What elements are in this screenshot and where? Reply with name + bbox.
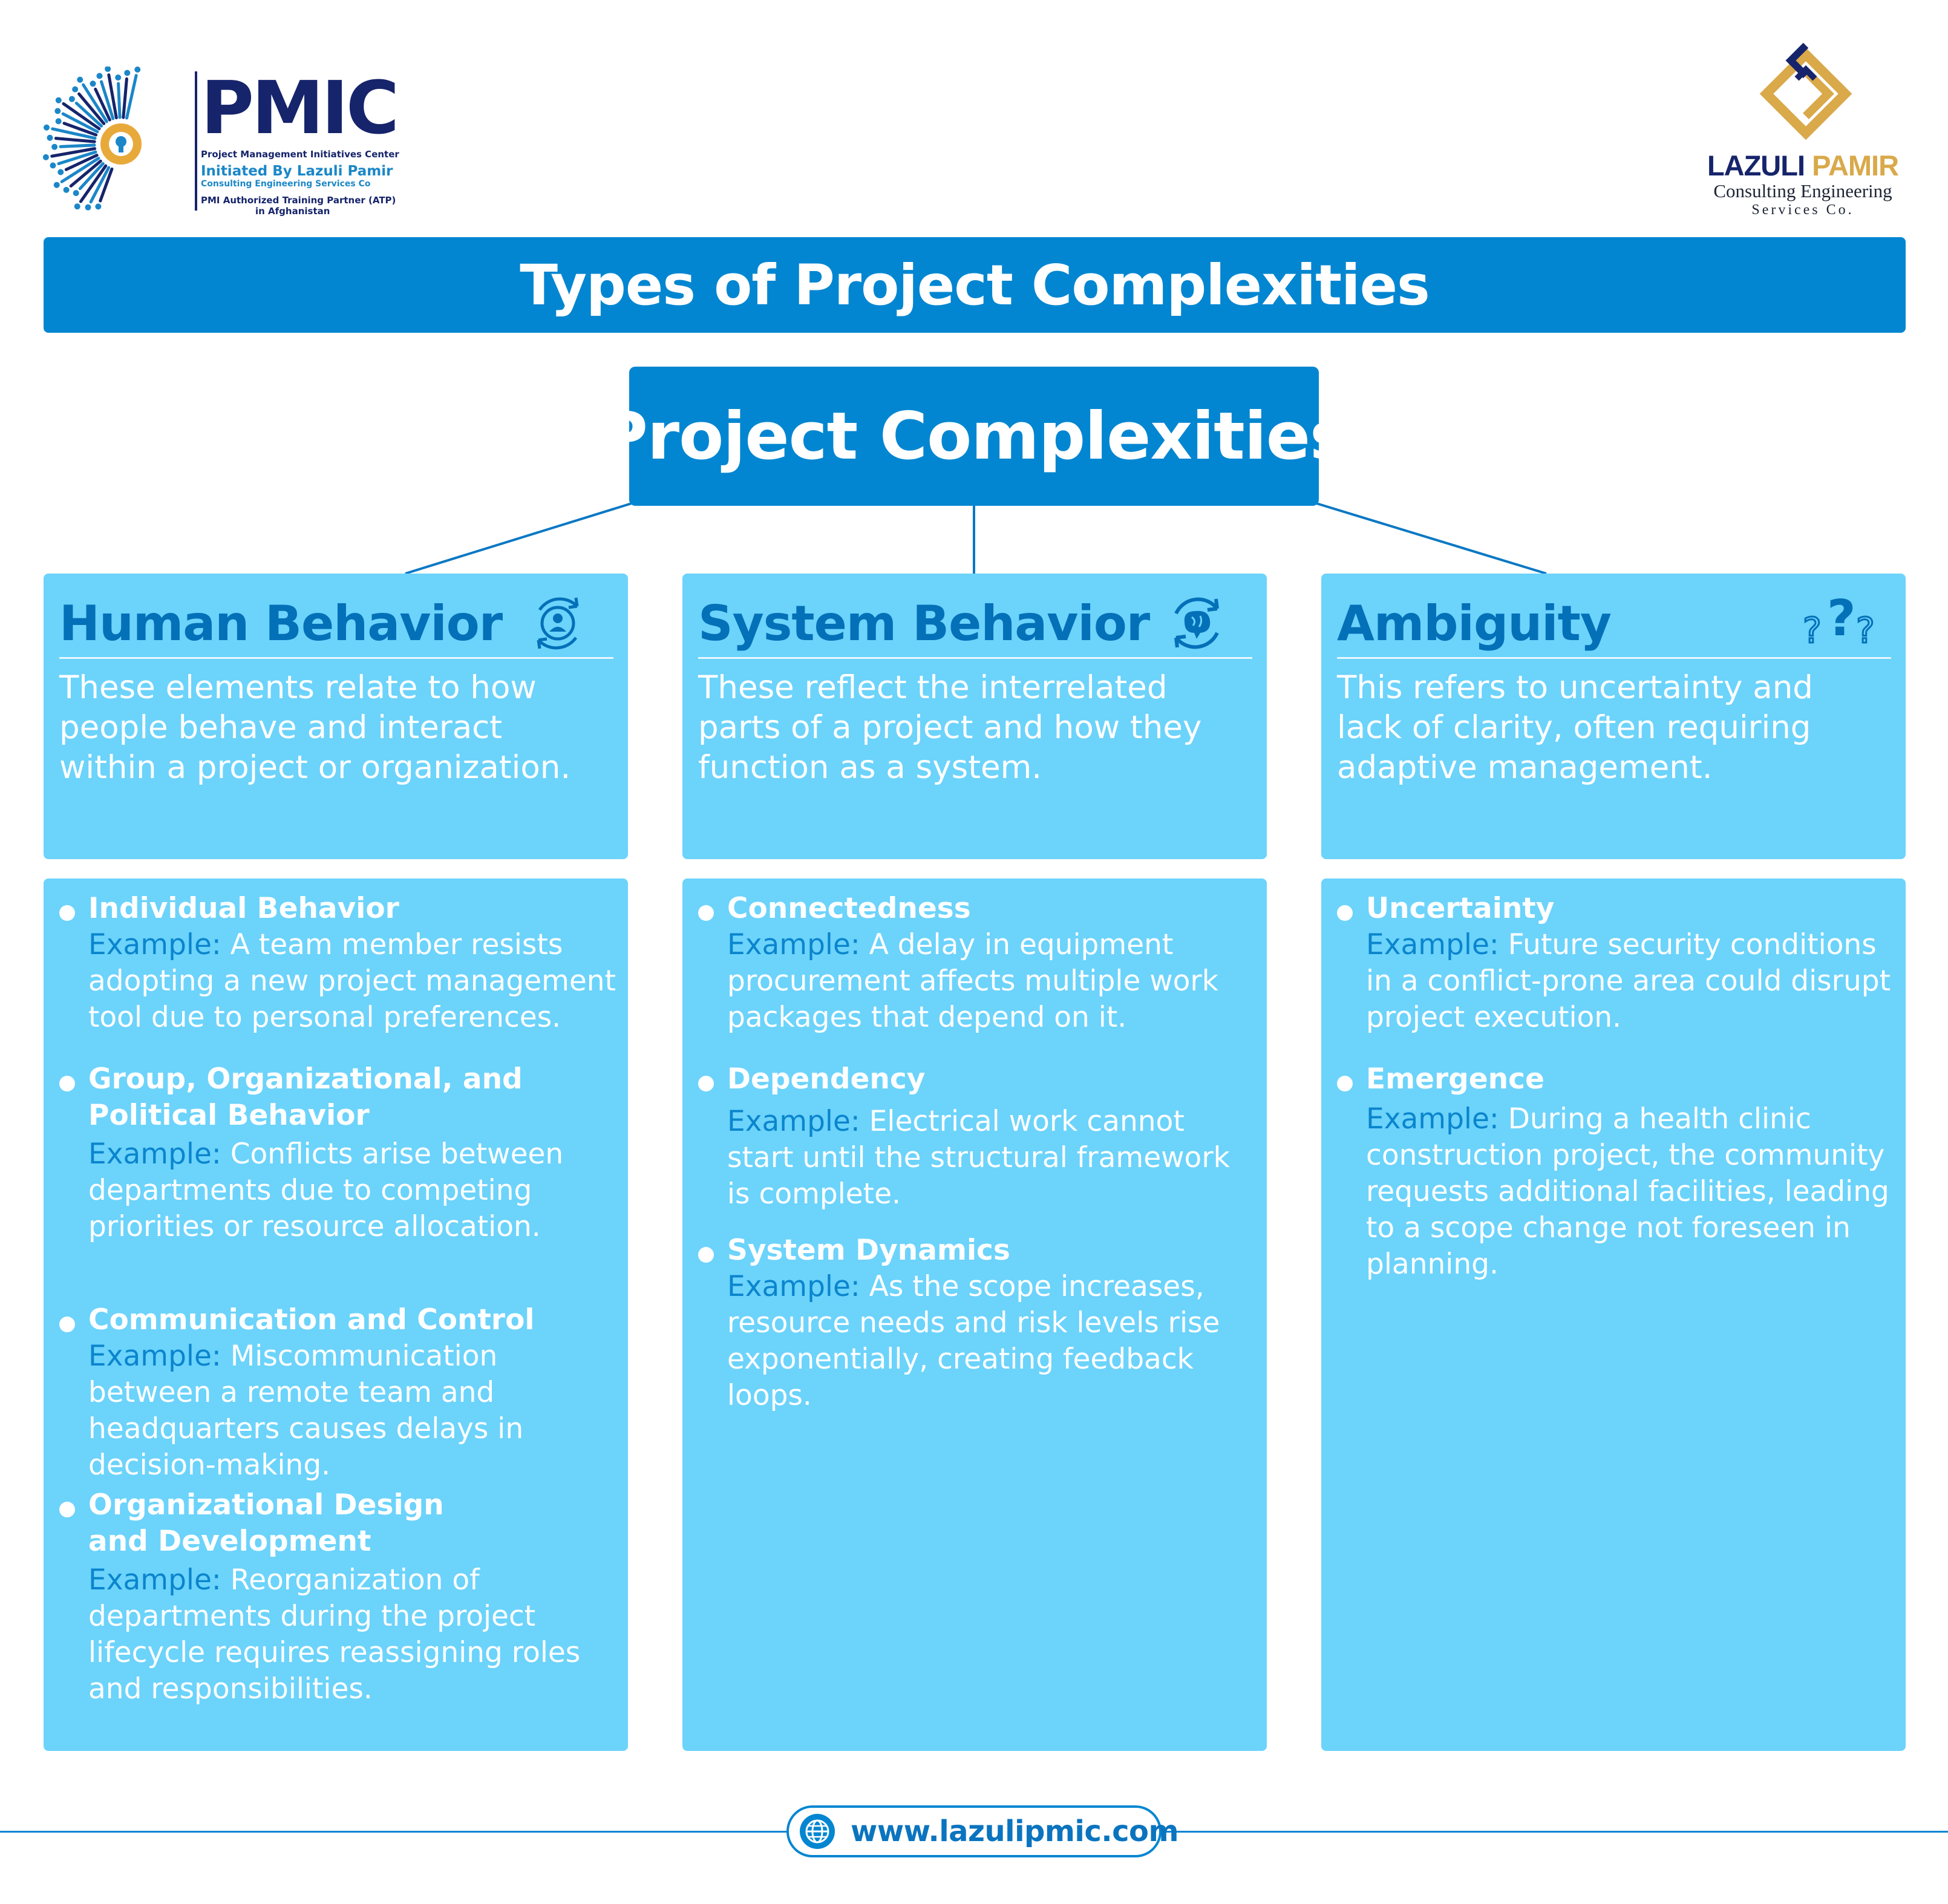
example-text: Miscommunication between a remote team and headquarters causes delays in decision-making. bbox=[88, 1340, 524, 1482]
item-title: Connectedness bbox=[727, 892, 971, 925]
category-title: Human Behavior bbox=[59, 595, 503, 652]
bullet-dot bbox=[59, 1317, 75, 1332]
item-title: Group, Organizational, and Political Behavior bbox=[88, 1062, 523, 1132]
item-example bbox=[88, 1338, 619, 1484]
example-label: Example: bbox=[727, 1105, 860, 1138]
person-cycle-icon bbox=[521, 587, 594, 659]
item-title: Individual Behavior bbox=[88, 892, 399, 925]
category-details-system-behavior bbox=[682, 878, 1267, 1751]
item-example bbox=[88, 1136, 619, 1245]
root-node bbox=[600, 367, 1348, 506]
item-example bbox=[727, 927, 1258, 1036]
item-example bbox=[88, 1562, 619, 1707]
item-title: Communication and Control bbox=[88, 1303, 535, 1336]
example-text: Future security conditions in a conflict-prone area could disrupt project execution. bbox=[1366, 928, 1891, 1034]
bullet-dot bbox=[59, 1076, 75, 1091]
brain-cycle-icon bbox=[1160, 587, 1233, 659]
example-text: Electrical work cannot start until the structural framework is complete. bbox=[727, 1105, 1230, 1211]
category-card-ambiguity bbox=[1321, 574, 1906, 859]
category-details-human-behavior bbox=[44, 878, 628, 1751]
bullet-dot bbox=[698, 1076, 714, 1091]
lazuli-name-part2: PAMIR bbox=[1812, 149, 1899, 182]
pmic-atp: PMI Authorized Training Partner (ATP) bbox=[201, 195, 396, 206]
lazuli-name-part1: LAZULI bbox=[1707, 149, 1805, 182]
category-description: These elements relate to how people behave and interact within a project or organization. bbox=[59, 669, 571, 786]
bullet-dot bbox=[59, 1502, 75, 1517]
example-text: As the scope increases, resource needs and risk levels rise exponentially, creating feedback loops. bbox=[727, 1270, 1220, 1412]
website-link[interactable] bbox=[786, 1805, 1179, 1857]
example-text: A team member resists adopting a new project management tool due to personal preferences. bbox=[88, 928, 616, 1034]
item-title: Uncertainty bbox=[1366, 892, 1555, 925]
example-label: Example: bbox=[88, 1137, 221, 1171]
svg-text:?: ? bbox=[1856, 610, 1875, 651]
question-marks-icon bbox=[1800, 587, 1885, 659]
item-example bbox=[88, 927, 619, 1036]
example-label: Example: bbox=[1366, 928, 1499, 961]
bullet-dot bbox=[1337, 1076, 1353, 1091]
bullet-dot bbox=[59, 905, 75, 921]
example-label: Example: bbox=[88, 1340, 221, 1373]
connector-right bbox=[1316, 503, 1546, 574]
example-label: Example: bbox=[1366, 1102, 1499, 1136]
pmic-initiated: Initiated By Lazuli Pamir bbox=[201, 163, 393, 179]
website-url[interactable]: www.lazulipmic.com bbox=[851, 1814, 1179, 1848]
category-title: System Behavior bbox=[698, 595, 1150, 652]
pmic-tagline: Project Management Initiatives Center bbox=[201, 149, 399, 160]
globe-icon bbox=[799, 1813, 836, 1850]
lazuli-sub1: Consulting Engineering bbox=[1713, 180, 1892, 201]
example-text: During a health clinic construction project, the community requests additional facilities, leading to a scope change not foreseen in planning. bbox=[1366, 1102, 1889, 1281]
example-label: Example: bbox=[88, 1563, 221, 1597]
page-title: Types of Project Complexities bbox=[520, 252, 1430, 318]
item-example bbox=[1366, 1101, 1897, 1283]
category-description: This refers to uncertainty and lack of clarity, often requiring adaptive management. bbox=[1337, 669, 1813, 786]
item-title: Emergence bbox=[1366, 1062, 1544, 1096]
item-title: Dependency bbox=[727, 1062, 926, 1096]
bullet-dot bbox=[1337, 905, 1353, 921]
pmic-country: in Afghanistan bbox=[255, 206, 330, 217]
category-details-ambiguity bbox=[1321, 878, 1906, 1751]
example-label: Example: bbox=[88, 928, 221, 961]
pmic-wordmark: PMIC bbox=[201, 67, 397, 151]
svg-text:?: ? bbox=[1827, 590, 1856, 647]
lazuli-sub2: Services Co. bbox=[1751, 202, 1854, 218]
item-example bbox=[1366, 927, 1897, 1036]
example-label: Example: bbox=[727, 928, 860, 961]
category-card-system-behavior bbox=[682, 574, 1267, 859]
category-title: Ambiguity bbox=[1337, 595, 1611, 652]
category-description: These reflect the interrelated parts of a project and how they function as a system. bbox=[698, 669, 1202, 786]
item-example bbox=[727, 1269, 1258, 1414]
pmic-company: Consulting Engineering Services Co bbox=[201, 179, 371, 189]
bullet-dot bbox=[698, 905, 714, 921]
bullet-dot bbox=[698, 1247, 714, 1263]
svg-text:?: ? bbox=[1803, 610, 1822, 651]
root-title: Project Complexities bbox=[600, 398, 1348, 474]
item-title: Organizational Design and Development bbox=[88, 1488, 444, 1558]
category-divider bbox=[59, 657, 613, 659]
example-text: Conflicts arise between departments due to competing priorities or resource allocation. bbox=[88, 1137, 564, 1243]
category-divider bbox=[698, 657, 1252, 659]
category-divider bbox=[1337, 657, 1891, 659]
example-text: Reorganization of departments during the project lifecycle requires reassigning roles and responsibilities. bbox=[88, 1563, 581, 1706]
example-label: Example: bbox=[727, 1270, 860, 1303]
category-card-human-behavior bbox=[44, 574, 628, 859]
example-text: A delay in equipment procurement affects multiple work packages that depend on it. bbox=[727, 928, 1218, 1034]
connector-left bbox=[405, 503, 632, 574]
item-example bbox=[727, 1104, 1258, 1212]
item-title: System Dynamics bbox=[727, 1234, 1010, 1267]
